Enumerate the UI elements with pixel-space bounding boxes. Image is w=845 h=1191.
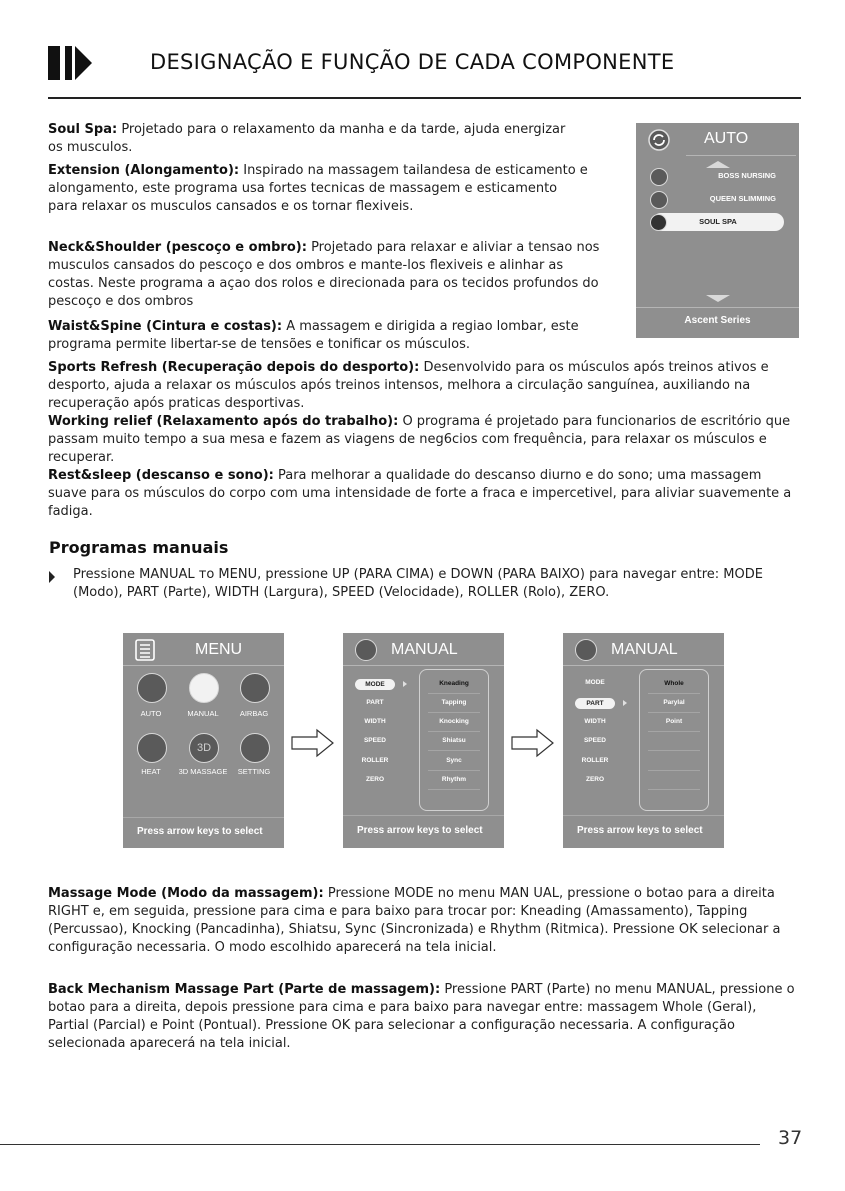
manual-item-mode[interactable]: MODE bbox=[355, 679, 395, 690]
manual-item-roller[interactable]: ROLLER bbox=[581, 757, 609, 764]
auto-screen-title: AUTO bbox=[704, 130, 749, 147]
auto-item-queen-slimming[interactable]: QUEEN SLIMMING bbox=[709, 194, 776, 203]
option-partial[interactable]: Parylal bbox=[648, 696, 700, 713]
manual-item-part[interactable]: PART bbox=[575, 698, 615, 709]
manual-hand-icon[interactable] bbox=[189, 673, 219, 703]
flow-arrow-icon bbox=[511, 728, 555, 758]
manual-hand-icon bbox=[355, 639, 377, 661]
menu-screen-title: MENU bbox=[195, 641, 243, 658]
menu-footer-hint: Press arrow keys to select bbox=[123, 817, 284, 848]
massage-part-description: Back Mechanism Massage Part (Parte de massagem): Pressione PART (Parte) no menu MANUAL, pressione o botao para a direita, depois pressione para cima e para baixo para navegar entre: massagem Whole (Geral), Partial (Parcial) e Point (Pontual). Pressione OK para selecionar a configuração necessaria. A configuração selecionada aparecerá na tela inicial. bbox=[48, 982, 795, 1051]
auto-mode-icon bbox=[648, 129, 670, 151]
manual-item-speed[interactable]: SPEED bbox=[363, 737, 387, 744]
auto-footer-divider bbox=[636, 307, 799, 308]
auto-item-soul-spa[interactable]: SOUL SPA bbox=[652, 213, 784, 231]
option-tapping[interactable]: Tapping bbox=[428, 696, 480, 713]
footer-divider bbox=[0, 1144, 760, 1145]
program-soul-spa: Soul Spa: Projetado para o relaxamento da manha e da tarde, ajuda energizar os musculos. bbox=[48, 122, 566, 155]
menu-item-setting[interactable]: SETTING bbox=[237, 767, 271, 776]
menu-list-icon bbox=[135, 639, 155, 661]
manual-footer-hint: Press arrow keys to select bbox=[563, 815, 724, 848]
program-working-relief: Working relief (Relaxamento após do trabalho): O programa é projetado para funcionarios de escritório que passam muito tempo a sua mesa e fazem as viagens de neg6cios com frequência, para relaxar os músculos e recuperar. bbox=[48, 414, 791, 465]
option-empty bbox=[648, 734, 700, 751]
manual-screen-title: MANUAL bbox=[611, 641, 678, 658]
option-kneading[interactable]: Kneading bbox=[428, 677, 480, 694]
selection-arrow-icon bbox=[623, 700, 627, 706]
heat-flame-icon[interactable] bbox=[137, 733, 167, 763]
program-extension: Extension (Alongamento): Inspirado na massagem tailandesa de esticamento e alongamento, este programa usa fortes tecnicas de massagem e esticamento para relaxar os musculos cansados e os tornar flexiveis. bbox=[48, 163, 588, 214]
3d-massage-icon[interactable]: 3D bbox=[189, 733, 219, 763]
flow-arrow-icon bbox=[291, 728, 335, 758]
program-sports-refresh: Sports Refresh (Recuperação depois do desporto): Desenvolvido para os músculos após treinos ativos e desporto, ajuda a relaxar os músculos após treinos intensos, melhora a circulação sanguínea, auxiliando na recuperação após praticas desportivas. bbox=[48, 360, 769, 411]
option-sync[interactable]: Sync bbox=[428, 754, 480, 771]
manual-screen-title: MANUAL bbox=[391, 641, 458, 658]
page-title: DESIGNAÇÃO E FUNÇÃO DE CADA COMPONENTE bbox=[150, 50, 675, 74]
menu-screen bbox=[123, 633, 284, 848]
manual-item-mode[interactable]: MODE bbox=[585, 679, 605, 686]
manual-item-roller[interactable]: ROLLER bbox=[361, 757, 389, 764]
option-point[interactable]: Point bbox=[648, 715, 700, 732]
program-rest-sleep: Rest&sleep (descanso e sono): Para melhorar a qualidade do descanso diurno e do sono; uma massagem suave para os músculos do corpo com uma intensidade de forte a fraca e impercetivel, para aliviar suavemente a fadiga. bbox=[48, 468, 792, 519]
mode-options-panel bbox=[419, 669, 489, 811]
option-shiatsu[interactable]: Shiatsu bbox=[428, 734, 480, 751]
manual-mode-screen bbox=[343, 633, 504, 848]
auto-title-divider bbox=[686, 155, 796, 156]
manual-title-divider bbox=[563, 665, 724, 666]
menu-item-auto[interactable]: AUTO bbox=[140, 709, 162, 718]
manual-item-part[interactable]: PART bbox=[366, 699, 384, 706]
setting-gear-icon[interactable] bbox=[240, 733, 270, 763]
option-empty bbox=[648, 773, 700, 790]
auto-item-boss-nursing[interactable]: BOSS NURSING bbox=[718, 171, 776, 180]
manual-hand-icon bbox=[575, 639, 597, 661]
manual-part-screen bbox=[563, 633, 724, 848]
manual-item-speed[interactable]: SPEED bbox=[583, 737, 607, 744]
manual-programs-heading: Programas manuais bbox=[49, 538, 229, 557]
menu-item-3d-massage[interactable]: 3D MASSAGE bbox=[178, 767, 228, 776]
scroll-down-arrow-icon[interactable] bbox=[706, 295, 730, 302]
part-options-panel bbox=[639, 669, 709, 811]
menu-title-divider bbox=[123, 665, 284, 666]
section-marker-icon bbox=[48, 44, 96, 82]
menu-item-heat[interactable]: HEAT bbox=[141, 767, 161, 776]
manual-footer-hint: Press arrow keys to select bbox=[343, 815, 504, 848]
auto-screen bbox=[636, 123, 799, 338]
manual-item-zero[interactable]: ZERO bbox=[585, 776, 605, 783]
manual-item-zero[interactable]: ZERO bbox=[365, 776, 385, 783]
option-rhythm[interactable]: Rhythm bbox=[428, 773, 480, 790]
auto-icon[interactable] bbox=[137, 673, 167, 703]
manual-item-width[interactable]: WIDTH bbox=[364, 718, 386, 725]
soul-spa-icon bbox=[650, 214, 667, 231]
selection-arrow-icon bbox=[403, 681, 407, 687]
header-divider bbox=[48, 97, 801, 99]
option-empty bbox=[648, 754, 700, 771]
massage-mode-description: Massage Mode (Modo da massagem): Pressione MODE no menu MAN UAL, pressione o botao para a direita RIGHT e, em seguida, pressione para cima e para baixo para trocar por: Kneading (Amassamento), Tapping (Percussao), Knocking (Pancadinha), Shiatsu, Sync (Sincronizada) e Rhythm (Ritmica). Pressione OK selecionar a configuração necessaria. O modo escolhido aparecerá na tela inicial. bbox=[48, 886, 781, 955]
airbag-icon[interactable] bbox=[240, 673, 270, 703]
option-whole[interactable]: Whole bbox=[648, 677, 700, 694]
manual-programs-instructions: Pressione MANUAL то MENU, pressione UP (PARA CIMA) e DOWN (PARA BAIXO) para navegar entre: MODE (Modo), PART (Parte), WIDTH (Largura), SPEED (Velocidade), ROLLER (Rolo), ZERO. bbox=[73, 567, 763, 600]
program-neck-shoulder: Neck&Shoulder (pescoço e ombro): Projetado para relaxar e aliviar a tensao nos musculos cansados do pescoço e dos ombros e mante-los flexiveis e alinhar as costas. Neste programa a açao dos rolos e direcionada para os tecidos profundos do pescoço e dos ombros bbox=[48, 240, 600, 309]
manual-item-width[interactable]: WIDTH bbox=[584, 718, 606, 725]
manual-title-divider bbox=[343, 665, 504, 666]
menu-item-manual[interactable]: MANUAL bbox=[187, 709, 219, 718]
bullet-arrow-icon bbox=[49, 571, 55, 583]
option-knocking[interactable]: Knocking bbox=[428, 715, 480, 732]
menu-item-airbag[interactable]: AIRBAG bbox=[239, 709, 269, 718]
page-number: 37 bbox=[778, 1127, 803, 1149]
auto-footer-text: Ascent Series bbox=[684, 315, 751, 326]
program-waist-spine: Waist&Spine (Cintura e costas): A massagem e dirigida a regiao lombar, este programa permite libertar-se de tensões e tonificar os músculos. bbox=[48, 319, 579, 352]
